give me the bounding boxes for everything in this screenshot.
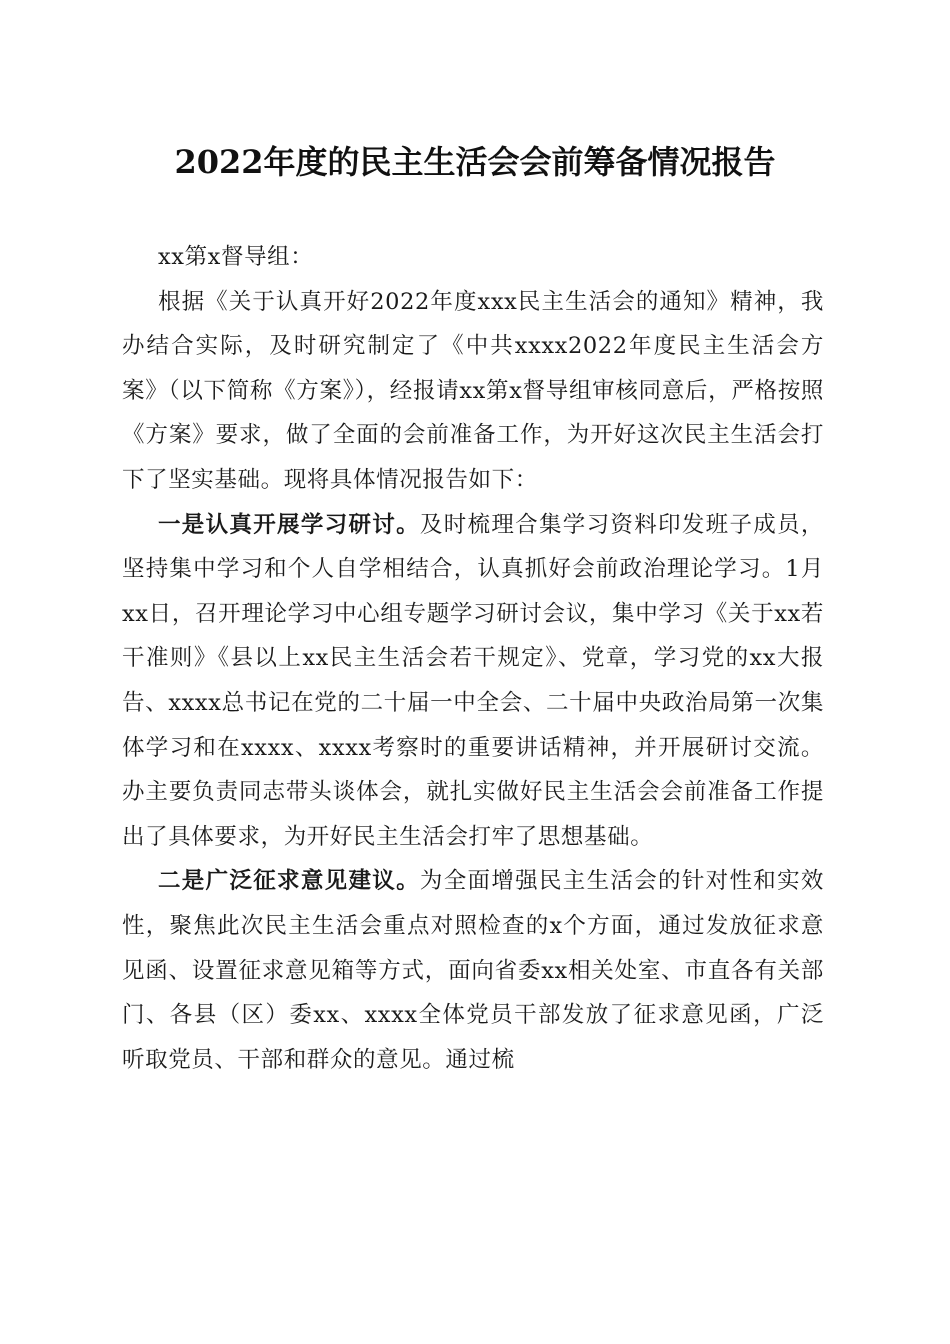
paragraph-opinions bbox=[122, 859, 824, 1082]
paragraph-text: 及时梳理合集学习资料印发班子成员，坚持集中学习和个人自学相结合，认真抓好会前政治理论学习。1月xx日，召开理论学习中心组专题学习研讨会议，集中学习《关于xx若干准则》《县以上xx民主生活会若干规定》、党章，学习党的xx大报告、xxxx总书记在党的二十届一中全会、二十届中央政治局第一次集体学习和在xxxx、xxxx考察时的重要讲话精神，并开展研讨交流。办主要负责同志带头谈体会，就扎实做好民主生活会会前准备工作提出了具体要求，为开好民主生活会打牢了思想基础。 bbox=[122, 511, 824, 850]
document-title: 2022年度的民主生活会会前筹备情况报告 bbox=[174, 143, 776, 181]
document-body bbox=[122, 235, 824, 1082]
paragraph-text: 根据《关于认真开好2022年度xxx民主生活会的通知》精神，我办结合实际，及时研究制定了《中共xxxx2022年度民主生活会方案》（以下简称《方案》），经报请xx第x督导组审核同意后，严格按照《方案》要求，做了全面的会前准备工作，为开好这次民主生活会打下了坚实基础。现将具体情况报告如下： bbox=[122, 288, 824, 493]
salutation: xx第x督导组： bbox=[158, 244, 314, 270]
paragraph-lead-heading: 二是广泛征求意见建议。 bbox=[158, 868, 420, 895]
paragraph-intro bbox=[122, 280, 824, 503]
paragraph-study bbox=[122, 503, 824, 860]
paragraph-text: 为全面增强民主生活会的针对性和实效性，聚焦此次民主生活会重点对照检查的x个方面，通过发放征求意见函、设置征求意见箱等方式，面向省委xx相关处室、市直各有关部门、各县（区）委xx、xxxx全体党员干部发放了征求意见函，广泛听取党员、干部和群众的意见。通过梳 bbox=[122, 868, 824, 1073]
paragraph-lead-heading: 一是认真开展学习研讨。 bbox=[158, 511, 420, 538]
